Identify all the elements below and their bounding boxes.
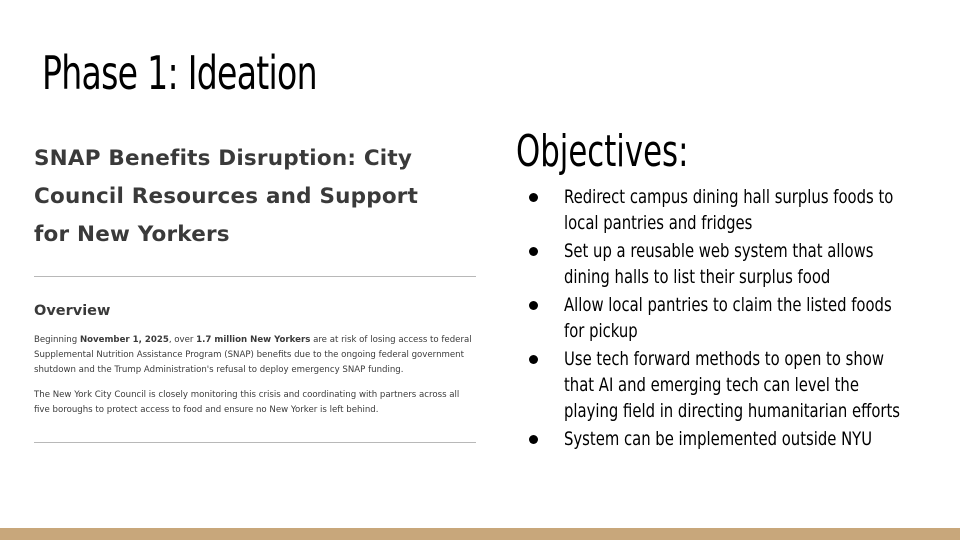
document-heading bbox=[34, 140, 476, 254]
document-heading-line-2: Council Resources and Support bbox=[34, 184, 419, 209]
bullet-icon bbox=[529, 355, 538, 364]
objective-item bbox=[524, 346, 924, 424]
document-subheading: Overview bbox=[34, 303, 111, 319]
document-screenshot bbox=[34, 140, 476, 452]
objective-text: Use tech forward methods to open to show that AI and emerging tech can level the playing field in directing humanitarian efforts bbox=[564, 348, 901, 422]
document-paragraph-2: The New York City Council is closely monitoring this crisis and coordinating with partners across all five boroughs to protect access to food and ensure no New Yorker is left behind. bbox=[34, 390, 460, 415]
objectives-list bbox=[524, 184, 924, 454]
document-divider-top bbox=[34, 276, 476, 277]
para1-text-3: are at risk of losing access to federal Supplemental Nutrition Assistance Program (SNAP) benefits due to the ongoing federal government shutdown and the Trump Administration's refusal to deploy emergency SNAP funding. bbox=[34, 335, 472, 375]
objective-item bbox=[524, 238, 924, 290]
bullet-icon bbox=[529, 193, 538, 202]
document-paragraph-1 bbox=[34, 333, 476, 378]
objectives-title: Objectives: bbox=[516, 126, 689, 177]
objective-text: Allow local pantries to claim the listed foods for pickup bbox=[564, 294, 892, 342]
bullet-icon bbox=[529, 435, 538, 444]
para1-text-1: Beginning bbox=[34, 335, 80, 345]
bullet-icon bbox=[529, 301, 538, 310]
slide-title: Phase 1: Ideation bbox=[42, 46, 317, 100]
objective-item bbox=[524, 426, 924, 452]
bullet-icon bbox=[529, 247, 538, 256]
objective-text: Set up a reusable web system that allows dining halls to list their surplus food bbox=[564, 240, 874, 288]
footer-bar bbox=[0, 528, 960, 540]
document-heading-line-3: for New Yorkers bbox=[34, 222, 230, 247]
objective-text: System can be implemented outside NYU bbox=[564, 428, 873, 450]
objective-item bbox=[524, 184, 924, 236]
para1-date: November 1, 2025 bbox=[79, 335, 169, 345]
document-heading-line-1: SNAP Benefits Disruption: City bbox=[34, 146, 413, 171]
objective-text: Redirect campus dining hall surplus foods to local pantries and fridges bbox=[564, 186, 894, 234]
objective-item bbox=[524, 292, 924, 344]
para1-text-2: , over bbox=[168, 335, 197, 345]
para1-count: 1.7 million New Yorkers bbox=[196, 335, 311, 345]
document-divider-bottom bbox=[34, 442, 476, 443]
